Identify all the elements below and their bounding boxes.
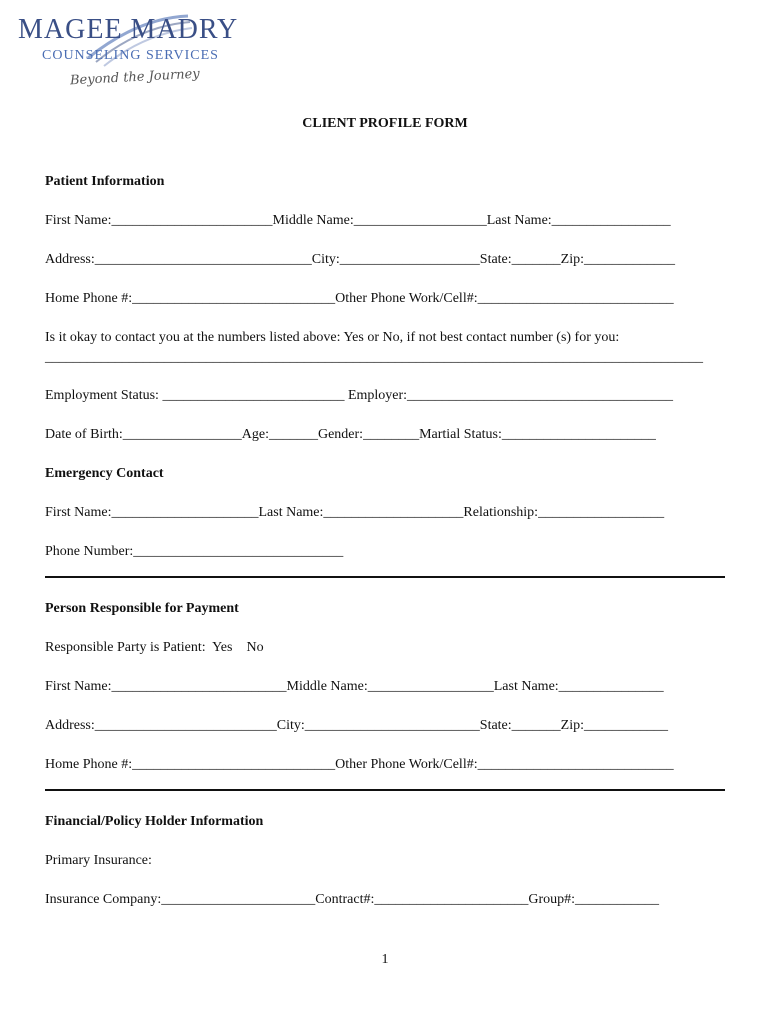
insurance-fields[interactable]: Insurance Company:______________________Contract#:______________________Group#:____________	[45, 892, 660, 907]
patient-phone-fields[interactable]: Home Phone #:_____________________________Other Phone Work/Cell#:____________________________	[45, 291, 674, 306]
page-number: 1	[381, 952, 389, 967]
form-title: CLIENT PROFILE FORM	[302, 116, 468, 131]
logo-name: MAGEE MADRY	[18, 14, 239, 45]
emergency-phone-field[interactable]: Phone Number:______________________________	[45, 544, 344, 559]
payment-heading: Person Responsible for Payment	[45, 601, 239, 616]
patient-name-fields[interactable]: First Name:_______________________Middle Name:___________________Last Name:_________________	[45, 213, 671, 228]
logo-subtitle: COUNSELING SERVICES	[42, 48, 219, 63]
emergency-contact-heading: Emergency Contact	[45, 466, 164, 481]
employment-fields[interactable]: Employment Status: __________________________ Employer:______________________________________	[45, 388, 674, 403]
section-divider	[45, 576, 725, 578]
payer-name-fields[interactable]: First Name:_________________________Middle Name:__________________Last Name:_______________	[45, 679, 664, 694]
logo-tagline: Beyond the Journey	[69, 66, 201, 89]
birth-age-gender-fields[interactable]: Date of Birth:_________________Age:_______Gender:________Martial Status:______________________	[45, 427, 656, 442]
financial-heading: Financial/Policy Holder Information	[45, 814, 264, 829]
contact-number-field[interactable]: ______________________________________________________________________________________________	[45, 350, 703, 365]
primary-insurance-label: Primary Insurance:	[45, 853, 152, 868]
patient-address-fields[interactable]: Address:_______________________________City:____________________State:_______Zip:_____________	[45, 252, 675, 267]
payer-phone-fields[interactable]: Home Phone #:_____________________________Other Phone Work/Cell#:____________________________	[45, 757, 674, 772]
payer-address-fields[interactable]: Address:__________________________City:_________________________State:_______Zip:____________	[45, 718, 668, 733]
company-logo	[18, 8, 248, 98]
section-divider	[45, 789, 725, 791]
emergency-name-fields[interactable]: First Name:_____________________Last Name:____________________Relationship:__________________	[45, 505, 665, 520]
contact-permission-question: Is it okay to contact you at the numbers listed above: Yes or No, if not best contact number (s) for you:	[45, 330, 620, 345]
patient-info-heading: Patient Information	[45, 174, 165, 189]
responsible-party-choice[interactable]: Responsible Party is Patient: Yes No	[45, 640, 264, 655]
